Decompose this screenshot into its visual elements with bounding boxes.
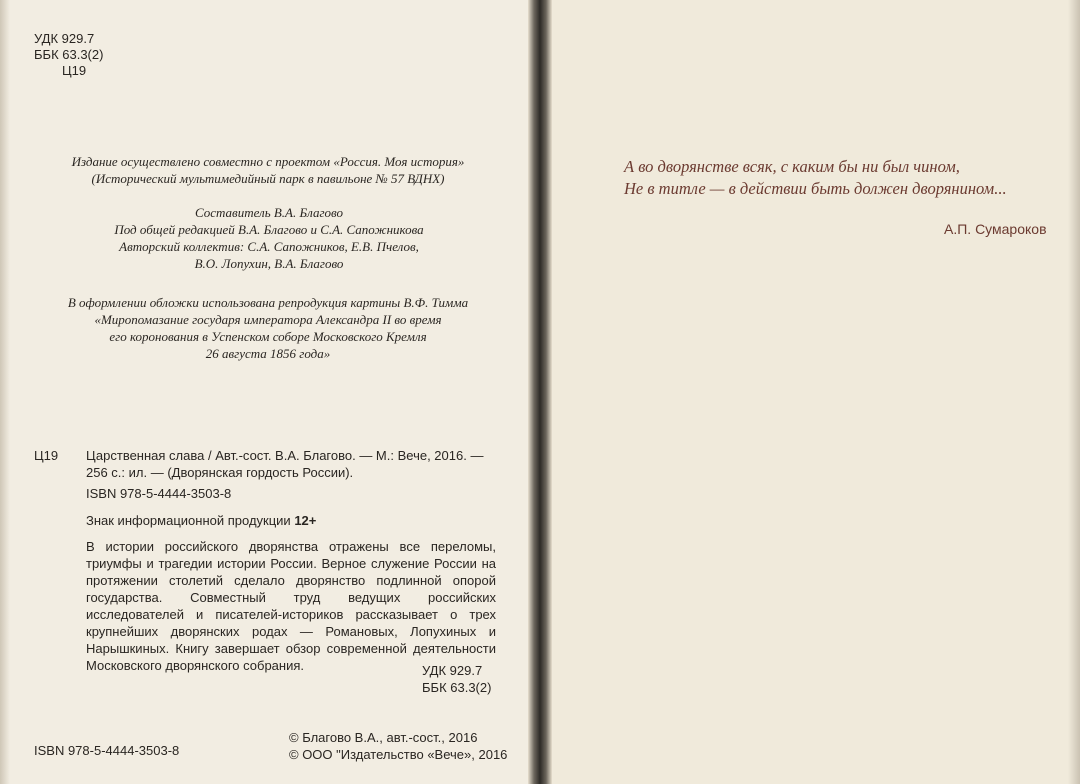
credits-line: Под общей редакцией В.А. Благово и С.А. Сапожникова: [114, 222, 424, 237]
right-page: [552, 0, 1080, 784]
author-mark: Ц19: [62, 63, 87, 78]
cover-note-line: В оформлении обложки использована репродукция картины В.Ф. Тимма: [67, 295, 469, 310]
left-page: [0, 0, 528, 784]
age-rating-label: Знак информационной продукции: [86, 513, 291, 528]
bbk-code: ББК 63.3(2): [34, 47, 104, 62]
page-edge-shadow: [1068, 0, 1080, 784]
book-gutter: [528, 0, 552, 784]
page-edge-shadow: [0, 0, 10, 784]
credits-line: Авторский коллектив: С.А. Сапожников, Е.В. Пчелов,: [119, 239, 419, 254]
isbn-bottom: ISBN 978-5-4444-3503-8: [34, 743, 180, 758]
edition-note: [44, 153, 492, 187]
copyright-line: © ООО "Издательство «Вече», 2016: [289, 747, 508, 762]
epigraph-author: А.П. Сумароков: [944, 221, 1047, 237]
edition-note-line: (Исторический мультимедийный парк в павильоне № 57 ВДНХ): [91, 171, 445, 186]
biblio-text: Царственная слава / Авт.-сост. В.А. Благово. — М.: Вече, 2016. — 256 с.: ил. — (Дворянская гордость России).: [86, 448, 484, 480]
cover-note-line: 26 августа 1856 года»: [205, 346, 331, 361]
credits-line: Составитель В.А. Благово: [194, 205, 344, 220]
age-rating: [86, 513, 316, 528]
edition-note-line: Издание осуществлено совместно с проектом «Россия. Моя история»: [71, 154, 465, 169]
classification-codes-top: [34, 31, 103, 79]
epigraph-line: Не в титле — в действии быть должен дворянином...: [624, 179, 1007, 198]
bbk-code: ББК 63.3(2): [422, 680, 492, 695]
epigraph-line: А во дворянстве всяк, с каким бы ни был чином,: [624, 157, 960, 176]
copyright-line: © Благово В.А., авт.-сост., 2016: [289, 730, 478, 745]
udc-code: УДК 929.7: [34, 31, 95, 46]
credits: [88, 204, 450, 272]
bibliographic-record: [34, 447, 494, 481]
epigraph: [624, 156, 1007, 200]
copyright: [289, 729, 507, 763]
classification-codes-bottom: [422, 662, 491, 696]
cover-note-line: «Миропомазание государя императора Александра II во время: [94, 312, 442, 327]
annotation: В истории российского дворянства отражены все переломы, триумфы и трагедии истории России. Верное служение России на протяжении столетий сделало дворянство подлинной опорой государства. Совместный труд ведущих российских исследователей и писателей-историков рассказывает о трех крупнейших дворянских родах — Романовых, Лопухиных и Нарышкиных. Книгу завершает обзор современной деятельности Московского дворянского собрания.: [86, 539, 496, 673]
cover-note: [44, 294, 492, 362]
isbn: ISBN 978-5-4444-3503-8: [86, 486, 232, 501]
udc-code: УДК 929.7: [422, 663, 483, 678]
age-rating-value: 12+: [294, 513, 317, 528]
cover-note-line: его коронования в Успенском соборе Московского Кремля: [109, 329, 427, 344]
credits-line: В.О. Лопухин, В.А. Благово: [194, 256, 344, 271]
biblio-code: Ц19: [34, 448, 59, 463]
